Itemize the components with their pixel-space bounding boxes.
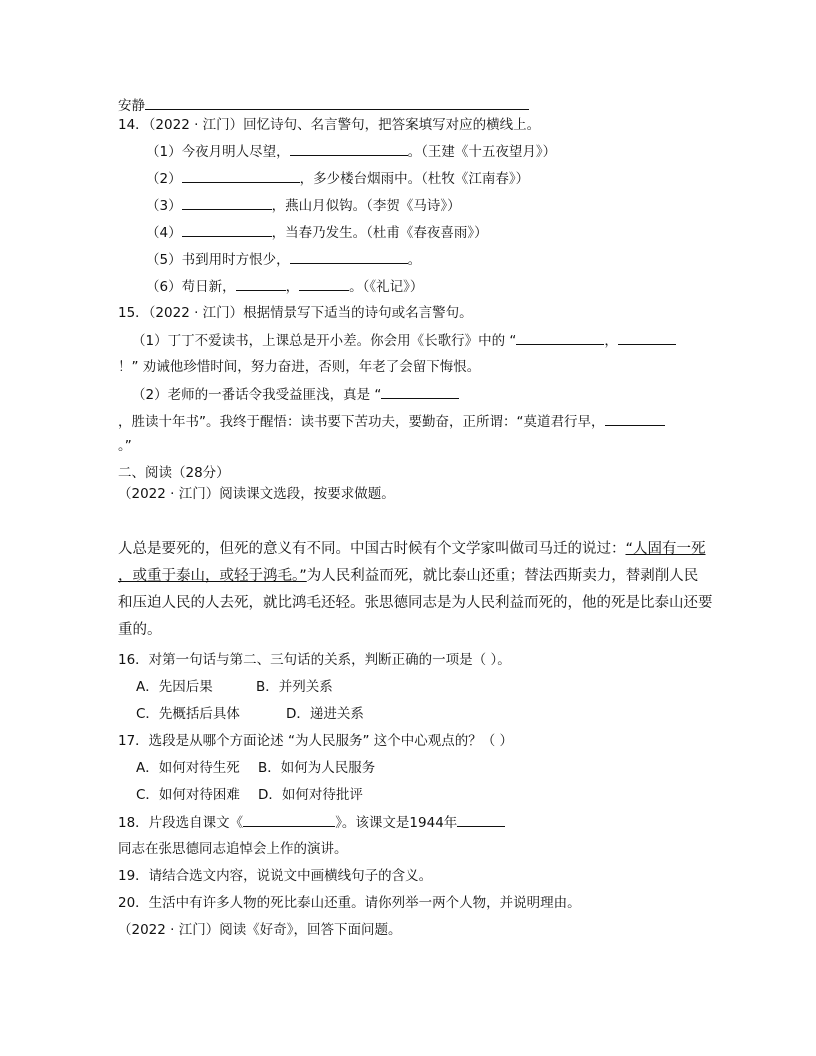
answer-blank[interactable]: [236, 277, 286, 291]
answer-blank[interactable]: [618, 331, 676, 345]
passage-line-3: 和压迫人民的人去死，就比鸿毛还轻。张思德同志是为人民利益而死的，他的死是比泰山还要: [118, 595, 713, 611]
q17-options-row-2: [136, 786, 363, 804]
q16-options-row-2: [136, 705, 364, 723]
answer-blank[interactable]: [299, 277, 349, 291]
q18-line-2: 同志在张思德同志追悼会上作的演讲。: [118, 841, 348, 857]
answer-line-anjing: [118, 96, 529, 115]
option-b[interactable]: B．并列关系: [256, 679, 333, 695]
answer-blank[interactable]: [182, 196, 272, 210]
option-d[interactable]: D．如何对待批评: [258, 787, 363, 803]
next-passage-intro: （2022 · 江门）阅读《好奇》，回答下面问题。: [118, 922, 402, 938]
q14-item-1: （1）今夜月明人尽望， 。（王建《十五夜望月》）: [146, 144, 557, 160]
answer-blank[interactable]: [182, 169, 300, 183]
q14-item-6: （6）苟日新， ， 。（《礼记》）: [146, 279, 424, 295]
answer-blank[interactable]: [243, 813, 335, 827]
q15-p1: （1）丁丁不爱读书，上课总是开小差。你会用《长歌行》中的 “ ，: [132, 331, 676, 350]
option-b[interactable]: B．如何为人民服务: [258, 760, 376, 776]
q16-options-row-1: [136, 678, 333, 696]
q17-options-row-1: [136, 759, 375, 777]
q14-item-5: （5）书到用时方恨少， 。: [146, 252, 422, 268]
q15-p2-cont: ，胜读十年书”。我终于醒悟：读书要下苦功夫，要勤奋，正所谓：“莫道君行早，: [118, 412, 665, 431]
answer-blank[interactable]: [145, 96, 529, 110]
answer-blank[interactable]: [381, 385, 459, 399]
q16-stem: 16．对第一句话与第二、三句话的关系，判断正确的一项是（ ）。: [118, 652, 511, 668]
option-c[interactable]: C．先概括后具体: [136, 706, 240, 722]
q20-stem: 20．生活中有许多人物的死比泰山还重。请你列举一两个人物，并说明理由。: [118, 895, 581, 911]
q15-p2-end: 。”: [118, 438, 132, 454]
passage-line-1: 人总是要死的，但死的意义有不同。中国古时候有个文学家叫做司马迁的说过：“人固有一死: [118, 541, 706, 557]
underlined-sentence: ，或重于泰山，或轻于鸿毛。”: [118, 568, 307, 584]
q14-item-2: （2） ，多少楼台烟雨中。（杜牧《江南春》）: [146, 171, 530, 187]
answer-blank[interactable]: [290, 142, 408, 156]
q18-line-1: 18．片段选自课文《 》。该课文是1944年: [118, 813, 505, 832]
underlined-sentence: “人固有一死: [625, 541, 706, 557]
q19-stem: 19．请结合选文内容，说说文中画横线句子的含义。: [118, 868, 433, 884]
option-a[interactable]: A．如何对待生死: [136, 760, 240, 776]
option-d[interactable]: D．递进关系: [286, 706, 364, 722]
answer-blank[interactable]: [290, 250, 408, 264]
answer-blank[interactable]: [605, 412, 665, 426]
answer-blank[interactable]: [516, 331, 604, 345]
q14-stem: 14．（2022 · 江门）回忆诗句、名言警句，把答案填写对应的横线上。: [118, 117, 541, 133]
option-a[interactable]: A．先因后果: [136, 679, 213, 695]
passage-line-2: ，或重于泰山，或轻于鸿毛。”为人民利益而死，就比泰山还重；替法西斯卖力，替剥削人民: [118, 568, 699, 584]
answer-blank[interactable]: [457, 813, 505, 827]
q15-p2: （2）老师的一番话令我受益匪浅，真是 “: [132, 385, 459, 404]
q17-stem: 17．选段是从哪个方面论述 “为人民服务” 这个中心观点的？（ ）: [118, 733, 514, 749]
q14-item-3: （3） ，燕山月似钩。（李贺《马诗》）: [146, 198, 461, 214]
option-c[interactable]: C．如何对待困难: [136, 787, 240, 803]
q15-p1-cont: ！” 劝诫他珍惜时间，努力奋进，否则，年老了会留下悔恨。: [118, 359, 481, 375]
q15-stem: 15．（2022 · 江门）根据情景写下适当的诗句或名言警句。: [118, 305, 473, 321]
answer-blank[interactable]: [182, 223, 272, 237]
section-title: 二、阅读（28分）: [118, 465, 230, 481]
passage-line-4: 重的。: [118, 622, 162, 638]
label-anjing: 安静: [118, 98, 145, 114]
q14-item-4: （4） ，当春乃发生。（杜甫《春夜喜雨》）: [146, 225, 488, 241]
section-intro: （2022 · 江门）阅读课文选段，按要求做题。: [118, 486, 395, 502]
